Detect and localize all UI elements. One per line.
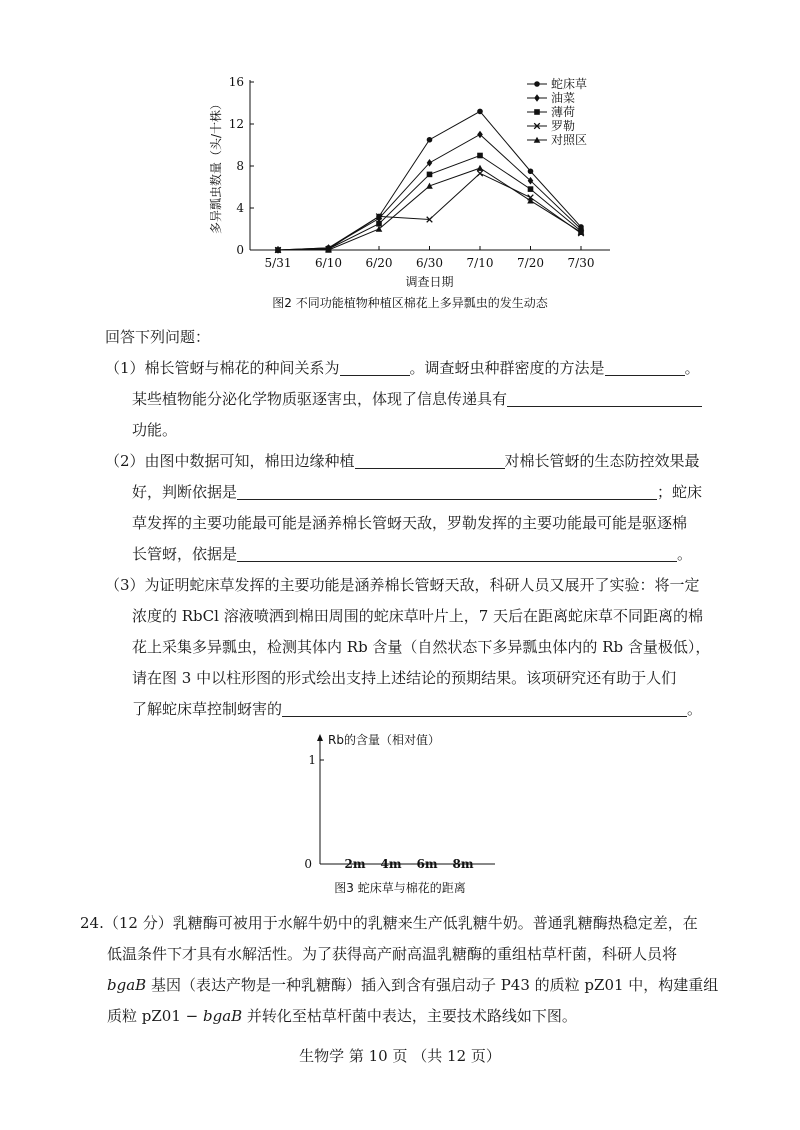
q1-text-b: 。调查蚜虫种群密度的方法是 bbox=[409, 359, 605, 377]
q3-line-5 bbox=[105, 694, 752, 725]
legend-entry-4 bbox=[527, 118, 575, 133]
q2-text-a: （2）由图中数据可知，棉田边缘种植 bbox=[105, 452, 355, 470]
q24-text-b: 低温条件下才具有水解活性。为了获得高产耐高温乳糖酶的重组枯草杆菌，科研人员将 bbox=[107, 945, 678, 963]
q1-blank-relation[interactable] bbox=[340, 357, 410, 376]
x-tick-label: 6/10 bbox=[315, 256, 342, 270]
x-tick-label: 5/31 bbox=[264, 256, 292, 270]
data-point bbox=[528, 186, 534, 192]
q2-line-1 bbox=[105, 446, 725, 477]
q3-line-2 bbox=[105, 601, 752, 632]
series-2 bbox=[275, 131, 584, 254]
q24-text-c: 基因（表达产物是一种乳糖酶）插入到含有强启动子 P43 的质粒 pZ01 中，构建重组 bbox=[146, 976, 719, 994]
data-point bbox=[427, 137, 433, 143]
legend-entry-1 bbox=[527, 76, 587, 91]
q2-line-3 bbox=[105, 508, 752, 539]
q24-gene-name-2: bgaB bbox=[202, 1007, 243, 1025]
series-line bbox=[278, 156, 581, 251]
series-line bbox=[278, 111, 581, 250]
legend-label: 对照区 bbox=[551, 133, 588, 147]
q1-blank-method[interactable] bbox=[605, 357, 685, 376]
q24-line-2 bbox=[80, 939, 757, 970]
q3-line-3 bbox=[105, 632, 752, 663]
y-tick-label: 0 bbox=[236, 243, 244, 257]
q24-text-a: 24.（12 分）乳糖酶可被用于水解牛奶中的乳糖来生产低乳糖牛奶。普通乳糖酶热稳定差，在 bbox=[80, 914, 698, 932]
x-axis-title: 调查日期 bbox=[405, 275, 454, 289]
q2-line-2 bbox=[105, 477, 752, 508]
series-1 bbox=[275, 109, 584, 253]
q3-text-b: 浓度的 RbCl 溶液喷洒到棉田周围的蛇床草叶片上，7 天后在距离蛇床草不同距离的棉 bbox=[132, 607, 704, 625]
x-tick-label: 6/30 bbox=[416, 256, 443, 270]
x-tick-label: 4m bbox=[380, 857, 402, 871]
q2-text-e: 草发挥的主要功能最可能是涵养棉长管蚜天敌，罗勒发挥的主要功能最可能是驱逐棉 bbox=[132, 514, 688, 532]
q1-text-d: 某些植物能分泌化学物质驱逐害虫，体现了信息传递具有 bbox=[132, 390, 508, 408]
data-point bbox=[427, 172, 433, 178]
series-line bbox=[278, 135, 581, 251]
x-tick-label: 6/20 bbox=[365, 256, 393, 270]
data-point bbox=[477, 171, 483, 177]
q3-line-4 bbox=[105, 663, 752, 694]
x-tick-label: 6m bbox=[416, 857, 438, 871]
q3-text-f: 。 bbox=[687, 700, 703, 718]
q2-line-4 bbox=[105, 539, 752, 570]
q1-text-a: （1）棉长管蚜与棉花的种间关系为 bbox=[105, 359, 340, 377]
q24-text-e: 并转化至枯草杆菌中表达，主要技术路线如下图。 bbox=[242, 1007, 577, 1025]
series-5 bbox=[275, 165, 585, 253]
q2-blank-basis-1[interactable] bbox=[237, 481, 657, 500]
x-tick-label: 2m bbox=[344, 857, 366, 871]
legend-label: 薄荷 bbox=[551, 105, 576, 119]
y-axis-arrow bbox=[317, 734, 323, 741]
intro-text bbox=[105, 322, 725, 353]
q1-line-1 bbox=[105, 353, 725, 384]
legend-entry-2 bbox=[527, 90, 575, 105]
x-tick-label: 7/30 bbox=[567, 256, 595, 270]
q24-gene-name: bgaB bbox=[107, 976, 147, 994]
figure-3-svg[interactable] bbox=[300, 722, 520, 902]
x-tick-label: 7/10 bbox=[466, 256, 494, 270]
series-line bbox=[278, 168, 581, 250]
q3-text-a: （3）为证明蛇床草发挥的主要功能是涵养棉长管蚜天敌，科研人员又展开了实验：将一定 bbox=[105, 576, 700, 594]
q2-blank-basis-2[interactable] bbox=[237, 543, 677, 562]
q2-text-d: ；蛇床 bbox=[657, 483, 703, 501]
q24-line-1 bbox=[80, 908, 730, 939]
x-tick-label: 8m bbox=[452, 857, 474, 871]
figure-3-caption: 图3 蛇床草与棉花的距离 bbox=[334, 881, 466, 895]
y-axis-title: Rb的含量（相对值） bbox=[328, 733, 440, 747]
y-tick-label: 1 bbox=[308, 753, 316, 767]
figure-2-svg bbox=[200, 62, 620, 322]
legend-marker bbox=[534, 94, 540, 102]
legend-marker bbox=[534, 109, 540, 115]
data-point bbox=[477, 153, 483, 159]
legend-label: 蛇床草 bbox=[551, 77, 588, 91]
q24-text-d: 质粒 pZ01 − bbox=[107, 1007, 203, 1025]
figure-2-line-chart bbox=[200, 62, 620, 322]
data-point bbox=[528, 177, 534, 185]
y-tick-label: 8 bbox=[236, 159, 244, 173]
q3-text-e: 了解蛇床草控制蚜害的 bbox=[132, 700, 283, 718]
legend-entry-5 bbox=[527, 132, 587, 147]
q3-blank-mechanism[interactable] bbox=[282, 698, 687, 717]
data-point bbox=[477, 165, 484, 171]
q3-line-1 bbox=[105, 570, 725, 601]
data-point bbox=[528, 168, 534, 174]
y-axis-title: 多异瓢虫数量（头/十株） bbox=[209, 97, 223, 235]
figure-3-bar-chart bbox=[300, 722, 520, 902]
legend-label: 油菜 bbox=[551, 91, 576, 105]
q1-blank-function[interactable] bbox=[507, 388, 702, 407]
origin-label: 0 bbox=[304, 857, 312, 871]
y-tick-label: 12 bbox=[228, 117, 244, 131]
y-tick-label: 4 bbox=[236, 201, 244, 215]
q3-text-c: 花上采集多异瓢虫，检测其体内 Rb 含量（自然状态下多异瓢虫体内的 Rb 含量极低）， bbox=[132, 638, 711, 656]
intro-label: 回答下列问题： bbox=[105, 328, 211, 346]
y-tick-label: 16 bbox=[228, 75, 244, 89]
q1-line-3 bbox=[105, 415, 752, 446]
q3-text-d: 请在图 3 中以柱形图的形式绘出支持上述结论的预期结果。该项研究还有助于人们 bbox=[132, 669, 677, 687]
page-footer bbox=[0, 1045, 800, 1066]
legend-marker bbox=[534, 81, 540, 87]
footer-text: 生物学 第 10 页 （共 12 页） bbox=[299, 1047, 501, 1065]
q2-text-f: 长管蚜，依据是 bbox=[132, 545, 238, 563]
data-point bbox=[477, 109, 483, 115]
figure-2-caption: 图2 不同功能植物种植区棉花上多异瓢虫的发生动态 bbox=[272, 296, 548, 310]
data-point bbox=[477, 131, 483, 139]
q2-text-c: 好，判断依据是 bbox=[132, 483, 238, 501]
x-tick-label: 7/20 bbox=[517, 256, 544, 270]
q2-text-b: 对棉长管蚜的生态防控效果最 bbox=[504, 452, 700, 470]
q24-line-3 bbox=[80, 970, 757, 1001]
legend-label: 罗勒 bbox=[551, 119, 576, 133]
q2-blank-plant[interactable] bbox=[355, 450, 505, 469]
q2-text-g: 。 bbox=[677, 545, 693, 563]
legend-entry-3 bbox=[527, 104, 575, 119]
q24-line-4 bbox=[80, 1001, 757, 1032]
q1-line-2 bbox=[105, 384, 752, 415]
q1-text-c: 。 bbox=[684, 359, 700, 377]
q1-text-e: 功能。 bbox=[132, 421, 178, 439]
data-point bbox=[426, 183, 433, 189]
